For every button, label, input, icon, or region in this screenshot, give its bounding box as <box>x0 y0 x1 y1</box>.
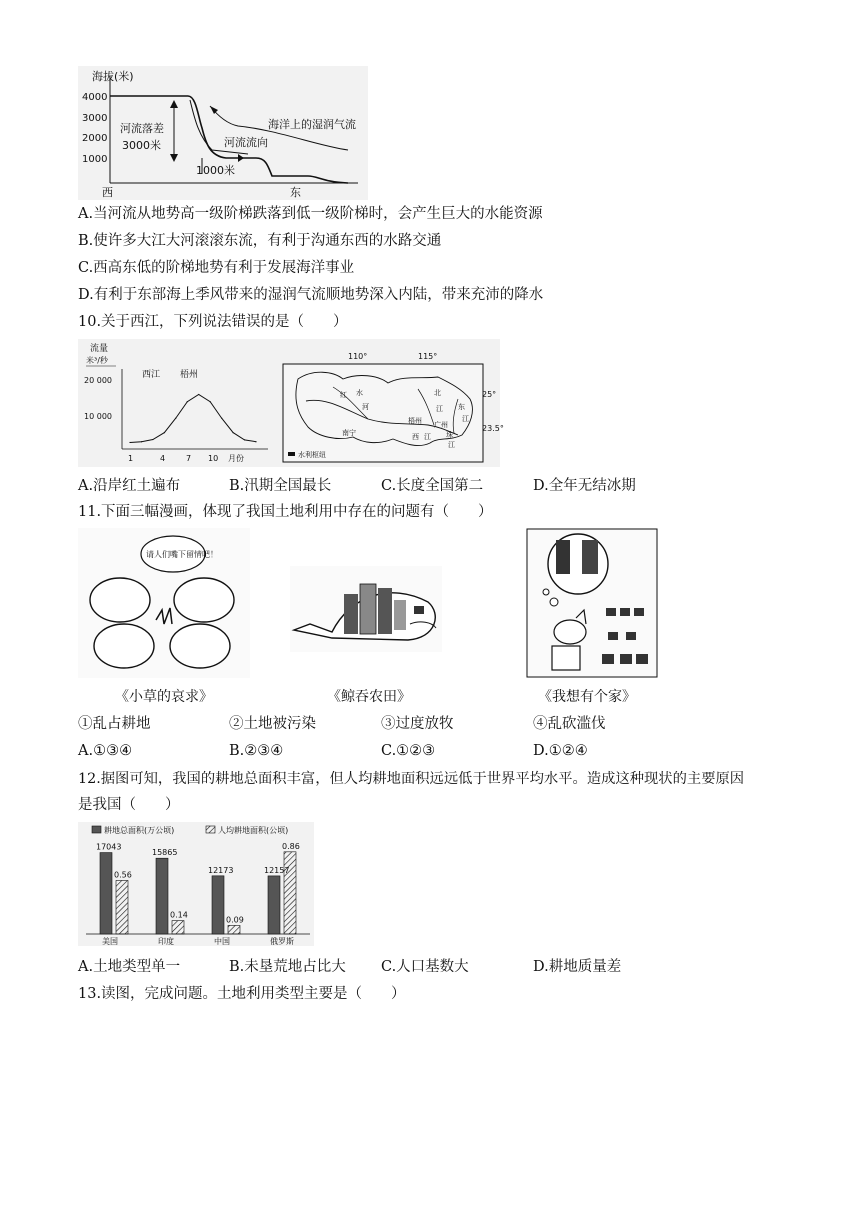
q9-option-b: B.使许多大江大河滚滚东流，有利于沟通东西的水路交通 <box>78 233 442 249</box>
bar-value-label: 12173 <box>208 865 234 875</box>
bar-value-label: 17043 <box>96 842 122 852</box>
q10-option-c: C.长度全国第二 <box>381 478 484 494</box>
bar-per-capita <box>116 880 128 934</box>
terrain-ytick: 1000 <box>82 154 108 165</box>
map-label: 西 <box>412 433 419 441</box>
q10-option-a: A.沿岸红土遍布 <box>78 478 181 494</box>
comic1-bubble: 请人们嘴下留情吧！ <box>146 550 218 559</box>
q11-option-c: C.①②③ <box>381 743 436 759</box>
flow-xtick: 10 <box>208 454 219 463</box>
flow-point <box>221 417 222 418</box>
map-label: 江 <box>424 433 431 441</box>
flow-label: 河流流向 <box>224 136 268 149</box>
q12-stem-line1: 12.据图可知，我国的耕地总面积丰富，但人均耕地面积远远低于世界平均水平。造成这种现状的主要原因 <box>78 771 745 787</box>
map-legend: 水利枢纽 <box>298 451 326 459</box>
airflow-label: 海洋上的湿润气流 <box>268 118 356 131</box>
map-lon: 115° <box>418 352 438 361</box>
legend-total-area: 耕地总面积(万公顷) <box>104 826 175 835</box>
terrain-ylabel: 海拔(米) <box>92 70 134 83</box>
flow-point <box>232 432 233 433</box>
flow-point <box>152 439 153 440</box>
bar-value-label: 0.09 <box>226 915 244 925</box>
bar-category-label: 俄罗斯 <box>270 937 294 946</box>
drop-label: 3000米 <box>122 139 161 152</box>
q11-option-a: A.①③④ <box>78 743 133 759</box>
comic-grass-plea <box>78 528 250 678</box>
east-label: 东 <box>290 186 301 199</box>
flow-point <box>255 441 256 442</box>
q12-stem-line2: 是我国（ ） <box>78 797 180 813</box>
flow-point <box>210 401 211 402</box>
map-label: 江 <box>436 405 443 413</box>
west-label: 西 <box>102 186 113 199</box>
map-label: 河 <box>362 403 369 411</box>
bar-total-area <box>156 858 168 934</box>
bar-total-area <box>100 853 112 934</box>
bar-per-capita <box>284 852 296 934</box>
comic3-caption: 《我想有个家》 <box>538 689 636 705</box>
map-lon: 110° <box>348 352 368 361</box>
bar-value-label: 0.86 <box>282 841 300 851</box>
map-label: 江 <box>462 415 469 423</box>
flow-xtick: 7 <box>186 454 192 463</box>
bar-value-label: 0.14 <box>170 910 188 920</box>
bar-per-capita <box>172 921 184 934</box>
flow-point <box>175 417 176 418</box>
bar-total-area <box>212 876 224 934</box>
q11-item-3: ③过度放牧 <box>381 716 454 732</box>
terrain-ytick: 4000 <box>82 92 108 103</box>
flow-point <box>244 439 245 440</box>
flow-ylabel: 流量 <box>90 344 109 354</box>
flow-ylabel-unit: 米³/秒 <box>86 356 108 365</box>
q12-option-b: B.未垦荒地占比大 <box>229 959 346 975</box>
map-lat: 25° <box>482 390 497 399</box>
flow-series-line <box>130 395 256 443</box>
flow-xunit: 月份 <box>228 454 244 463</box>
comic-whale-farmland <box>290 566 442 652</box>
flow-chart <box>84 342 268 463</box>
map-label: 红 <box>340 391 347 399</box>
comic2-caption: 《鲸吞农田》 <box>327 689 411 705</box>
bar-per-capita <box>228 925 240 934</box>
terrain-ytick: 3000 <box>82 113 108 124</box>
map-label: 梧州 <box>408 417 422 425</box>
flow-river-label: 西江 <box>142 370 161 380</box>
bar-value-label: 12157 <box>264 865 290 875</box>
bar-total-area <box>268 876 280 934</box>
flow-point <box>129 442 130 443</box>
bar-category-label: 印度 <box>158 937 174 946</box>
bar-category-label: 中国 <box>214 937 230 946</box>
farmland-bar-chart <box>78 822 314 946</box>
q9-option-c: C.西高东低的阶梯地势有利于发展海洋事业 <box>78 260 355 276</box>
q12-option-d: D.耕地质量差 <box>533 959 622 975</box>
drop-label: 河流落差 <box>120 122 164 135</box>
terrain-ytick: 2000 <box>82 133 108 144</box>
flow-ytick: 10 000 <box>84 412 112 421</box>
q13-stem: 13.读图，完成问题。土地利用类型主要是（ ） <box>78 986 406 1002</box>
map-label: 江 <box>448 441 455 449</box>
q11-stem: 11.下面三幅漫画，体现了我国土地利用中存在的问题有（ ） <box>78 504 493 520</box>
comic1-caption: 《小草的哀求》 <box>115 689 213 705</box>
q11-item-1: ①乱占耕地 <box>78 716 151 732</box>
terrain-profile-figure <box>78 66 368 200</box>
q10-option-d: D.全年无结冰期 <box>533 478 636 494</box>
q12-option-c: C.人口基数大 <box>381 959 469 975</box>
legend-swatch <box>288 452 295 456</box>
flow-point <box>164 432 165 433</box>
map-lat: 23.5° <box>482 424 504 433</box>
flow-xtick: 1 <box>128 454 134 463</box>
q10-stem: 10.关于西江，下列说法错误的是（ ） <box>78 314 348 330</box>
flow-station-label: 梧州 <box>180 370 199 380</box>
q11-option-b: B.②③④ <box>229 743 284 759</box>
legend-per-capita: 人均耕地面积(公顷) <box>218 826 289 835</box>
map-label: 东 <box>458 403 465 411</box>
xijiang-figure <box>78 339 504 467</box>
q9-option-d: D.有利于东部海上季风带来的湿润气流顺地势深入内陆，带来充沛的降水 <box>78 287 544 303</box>
q11-item-2: ②土地被污染 <box>229 716 316 732</box>
map-label: 水 <box>356 389 363 397</box>
map-label: 广州 <box>434 421 448 429</box>
q12-option-a: A.土地类型单一 <box>78 959 181 975</box>
map-label: 北 <box>434 389 441 397</box>
bottom-label: 1000米 <box>196 164 235 177</box>
q10-option-b: B.汛期全国最长 <box>229 478 332 494</box>
flow-point <box>198 394 199 395</box>
bar-category-label: 美国 <box>102 937 118 946</box>
bar-value-label: 0.56 <box>114 870 132 880</box>
xijiang-map <box>283 352 504 462</box>
flow-xtick: 4 <box>160 454 166 463</box>
map-label: 南宁 <box>342 429 356 437</box>
flow-point <box>141 441 142 442</box>
comic-want-home <box>526 528 658 678</box>
flow-point <box>187 401 188 402</box>
bar-value-label: 15865 <box>152 848 178 858</box>
flow-ytick: 20 000 <box>84 376 112 385</box>
q11-item-4: ④乱砍滥伐 <box>533 716 606 732</box>
q11-option-d: D.①②④ <box>533 743 588 759</box>
map-label: 珠 <box>446 431 453 439</box>
q9-option-a: A.当河流从地势高一级阶梯跌落到低一级阶梯时，会产生巨大的水能资源 <box>78 206 543 222</box>
